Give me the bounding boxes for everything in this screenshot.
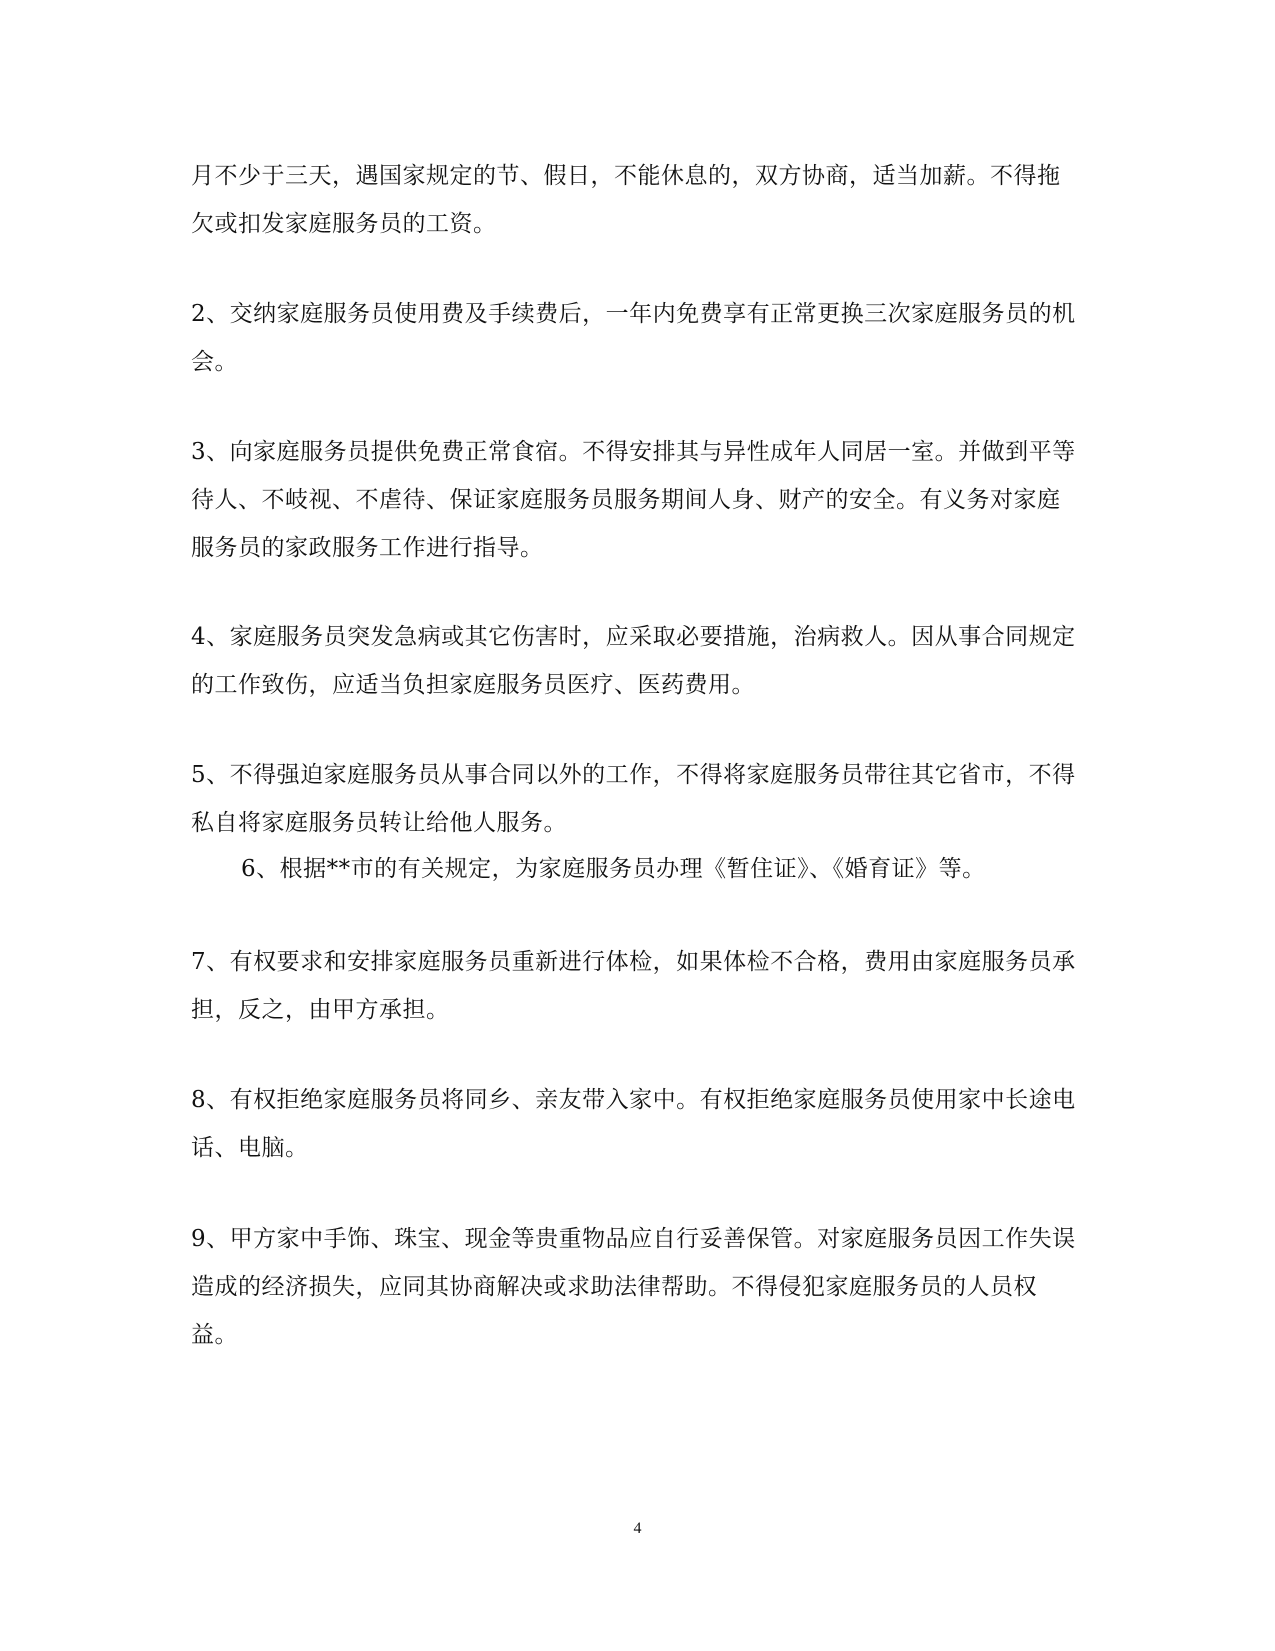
paragraph-item-5: 5、不得强迫家庭服务员从事合同以外的工作，不得将家庭服务员带往其它省市，不得私自将家庭服务员转让给他人服务。 [191, 762, 1076, 836]
paragraph-item-7: 7、有权要求和安排家庭服务员重新进行体检，如果体检不合格，费用由家庭服务员承担，反之，由甲方承担。 [191, 949, 1076, 1023]
paragraph-item-4: 4、家庭服务员突发急病或其它伤害时，应采取必要措施，治病救人。因从事合同规定的工作致伤，应适当负担家庭服务员医疗、医药费用。 [191, 624, 1076, 698]
paragraph-item-6: 6、根据**市的有关规定，为家庭服务员办理《暂住证》、《婚育证》等。 [241, 856, 986, 882]
paragraph-item-2: 2、交纳家庭服务员使用费及手续费后，一年内免费享有正常更换三次家庭服务员的机会。 [191, 301, 1076, 375]
paragraph-wage-continuation: 月不少于三天，遇国家规定的节、假日，不能休息的，双方协商，适当加薪。不得拖欠或扣发家庭服务员的工资。 [191, 163, 1061, 237]
paragraph-item-8: 8、有权拒绝家庭服务员将同乡、亲友带入家中。有权拒绝家庭服务员使用家中长途电话、电脑。 [191, 1087, 1076, 1161]
paragraph-item-3: 3、向家庭服务员提供免费正常食宿。不得安排其与异性成年人同居一室。并做到平等待人、不岐视、不虐待、保证家庭服务员服务期间人身、财产的安全。有义务对家庭服务员的家政服务工作进行指导。 [191, 439, 1076, 561]
page-number: 4 [633, 1520, 642, 1537]
paragraph-item-9: 9、甲方家中手饰、珠宝、现金等贵重物品应自行妥善保管。对家庭服务员因工作失误造成的经济损失，应同其协商解决或求助法律帮助。不得侵犯家庭服务员的人员权益。 [191, 1226, 1076, 1348]
